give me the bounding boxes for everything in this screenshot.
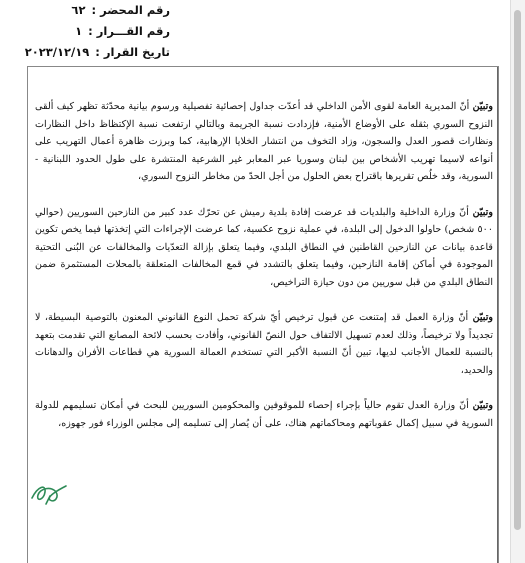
paragraph-security — [35, 98, 493, 186]
decision-date-row — [0, 42, 170, 63]
decision-number-row — [0, 21, 170, 42]
document-body — [35, 98, 493, 450]
paragraph-justice — [35, 397, 493, 432]
decision-number-value: ١ — [75, 24, 83, 38]
paragraph-text: أنّ وزارة العدل تقوم حالياً بإجراء إحصاء للموقوفين والمحكومين السوريين للبحث في أمكان تسليمهم للدولة السورية في سبيل إكمال عقوباتهم ومحاكماتهم هناك، على أن يُصار إلى تسليمه إلى مجلس الوزراء فور جهوزه، — [35, 400, 493, 429]
minutes-number-value: ٦٢ — [71, 3, 86, 17]
minutes-number-label: رقم المحضر : — [91, 3, 170, 17]
handwritten-signature — [28, 478, 70, 508]
paragraph-lead: وتبيّن — [472, 206, 493, 218]
decision-date-label: تاريخ القرار : — [95, 45, 170, 59]
paragraph-text: أنّ المديرية العامة لقوى الأمن الداخلي قد أعدّت جداول إحصائية تفصيلية ورسوم بيانية محدّثة تظهر كيف ألقى النزوح السوري بثقله على الأوضاع الأمنية، فإزدادت نسبة الجريمة وبالتالي ارتفعت نسبة الإكتظاظ داخل النظارات ونظارات قصور العدل والسجون، وزاد التخوف من انتشار الخلايا الإرهابية، كما وبرزت ظاهرة أعمال التهريب على أنواعه لاسيما تهريب الأشخاص بين لبنان وسوريا عبر المعابر غير الشرعية المنتشرة على طول الحدود اللبنانية - السورية، وقد خلُص تقريرها باقتراح بعض الحلول من أجل الحدّ من مخاطر النزوح السوري، — [35, 101, 493, 183]
paragraph-lead: وتبيّن — [472, 312, 494, 324]
paragraph-interior — [35, 204, 493, 292]
page-border-rule — [497, 67, 498, 563]
paragraph-text: أنّ وزارة العمل قد إمتنعت عن قبول ترخيص أيّ شركة تحمل النوع القانوني المعنون بالتوصية البسيطة، لا تجديداً ولا ترخيصاً، وذلك لعدم تسهيل الالتفاف حول النصّ القانوني، وأفادت بحسب لائحة المصانع التي تقدمت بتعهد بالنسبة للعمال الأجانب لديها، تبين أنّ النسبة الأكبر التي تستخدم العمالة السورية هي قطاعات الأفران والدهانات والحديد، — [35, 312, 493, 376]
decision-number-label: رقم القـــرار : — [88, 24, 170, 38]
minutes-number-row — [0, 0, 170, 21]
scrollbar-thumb[interactable] — [514, 10, 521, 530]
paragraph-labor — [35, 309, 493, 379]
paragraph-text: أنّ وزارة الداخلية والبلديات قد عرضت إفادة بلدية رميش عن تحرّك عدد كبير من النازحين السوريين (حوالي ٥٠٠ شخص) حاولوا الدخول إلى البلدة، في عملية نزوح عكسية، كما عرضت الإجراءات التي إتخذتها فيما يخص تكوين قاعدة بيانات عن النازحين القاطنين في النطاق البلدي، وفيما يتعلق بإزالة التعدّيات والمخالفات عن البُنى التحتية الموجودة في أماكن إقامة النازحين، وفيما يتعلق بالتشدد في قمع المخالفات المتعلقة بالمحلات المستثمرة ضمن النطاق البلدي من قبل سوريين من دون حيازة التراخيص، — [35, 206, 493, 288]
document-header — [0, 0, 170, 63]
decision-date-value: ٢٠٢٣/١٢/١٩ — [24, 45, 90, 59]
paragraph-lead: وتبيّن — [472, 101, 493, 112]
paragraph-lead: وتبيّن — [472, 400, 493, 412]
